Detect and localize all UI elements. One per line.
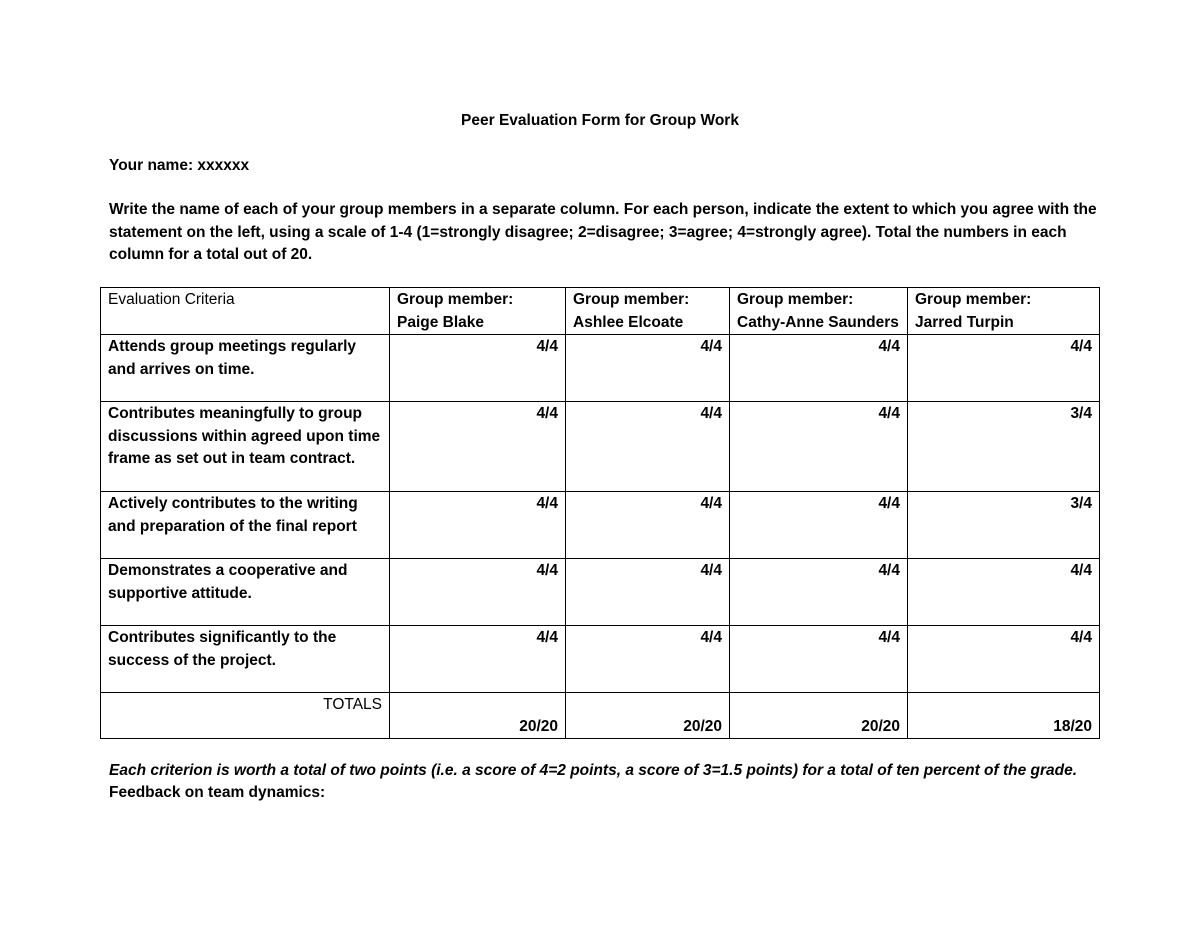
totals-row xyxy=(101,693,1100,739)
table-row xyxy=(101,402,1100,492)
member-prefix: Group member: xyxy=(573,291,690,308)
criterion-cell: Attends group meetings regularly and arrives on time. xyxy=(101,335,390,402)
score-cell: 3/4 xyxy=(908,402,1100,492)
member-name: Ashlee Elcoate xyxy=(573,313,684,331)
table-row xyxy=(101,626,1100,693)
member-name: Cathy-Anne Saunders xyxy=(737,313,899,331)
score-cell: 4/4 xyxy=(390,492,566,559)
criterion-cell: Demonstrates a cooperative and supportive attitude. xyxy=(101,559,390,626)
table-row xyxy=(101,335,1100,402)
score-cell: 4/4 xyxy=(566,626,730,693)
evaluation-table xyxy=(100,287,1100,739)
table-header-row xyxy=(101,288,1100,335)
table-row xyxy=(101,559,1100,626)
score-cell: 4/4 xyxy=(390,626,566,693)
score-cell: 4/4 xyxy=(390,402,566,492)
criterion-cell: Contributes significantly to the success of the project. xyxy=(101,626,390,693)
score-cell: 3/4 xyxy=(908,492,1100,559)
your-name-line: Your name: xxxxxx xyxy=(109,157,250,174)
score-cell: 4/4 xyxy=(730,492,908,559)
score-cell: 4/4 xyxy=(908,626,1100,693)
member-prefix: Group member: xyxy=(397,291,514,308)
score-cell: 4/4 xyxy=(390,335,566,402)
score-cell: 4/4 xyxy=(908,335,1100,402)
feedback-label: Feedback on team dynamics: xyxy=(109,784,326,801)
score-cell: 4/4 xyxy=(566,402,730,492)
total-cell: 20/20 xyxy=(566,693,730,739)
table-row xyxy=(101,492,1100,559)
score-cell: 4/4 xyxy=(908,559,1100,626)
score-cell: 4/4 xyxy=(566,492,730,559)
member-name: Jarred Turpin xyxy=(915,313,1014,331)
totals-label: TOTALS xyxy=(101,693,390,739)
criterion-cell: Contributes meaningfully to group discussions within agreed upon time frame as set out in team contract. xyxy=(101,402,390,492)
page-title: Peer Evaluation Form for Group Work xyxy=(461,112,739,129)
score-cell: 4/4 xyxy=(730,626,908,693)
member-header xyxy=(908,288,1100,335)
member-name: Paige Blake xyxy=(397,313,485,331)
score-cell: 4/4 xyxy=(566,559,730,626)
total-cell: 20/20 xyxy=(390,693,566,739)
grading-note: Each criterion is worth a total of two points (i.e. a score of 4=2 points, a score of 3=1.5 points) for a total of ten percent of the grade. xyxy=(109,762,1078,779)
instructions-paragraph: Write the name of each of your group members in a separate column. For each person, indicate the extent to which you agree with the statement on the left, using a scale of 1-4 (1=strongly disagree; 2=disagree; 3=agree; 4=strongly agree). Total the numbers in each column for a total out of 20. xyxy=(109,201,1097,263)
criteria-header: Evaluation Criteria xyxy=(101,288,390,335)
member-header xyxy=(566,288,730,335)
score-cell: 4/4 xyxy=(390,559,566,626)
total-cell: 20/20 xyxy=(730,693,908,739)
score-cell: 4/4 xyxy=(566,335,730,402)
member-prefix: Group member: xyxy=(915,291,1032,308)
criterion-cell: Actively contributes to the writing and preparation of the final report xyxy=(101,492,390,559)
member-header xyxy=(730,288,908,335)
member-prefix: Group member: xyxy=(737,291,854,308)
member-header xyxy=(390,288,566,335)
score-cell: 4/4 xyxy=(730,335,908,402)
score-cell: 4/4 xyxy=(730,402,908,492)
total-cell: 18/20 xyxy=(908,693,1100,739)
score-cell: 4/4 xyxy=(730,559,908,626)
